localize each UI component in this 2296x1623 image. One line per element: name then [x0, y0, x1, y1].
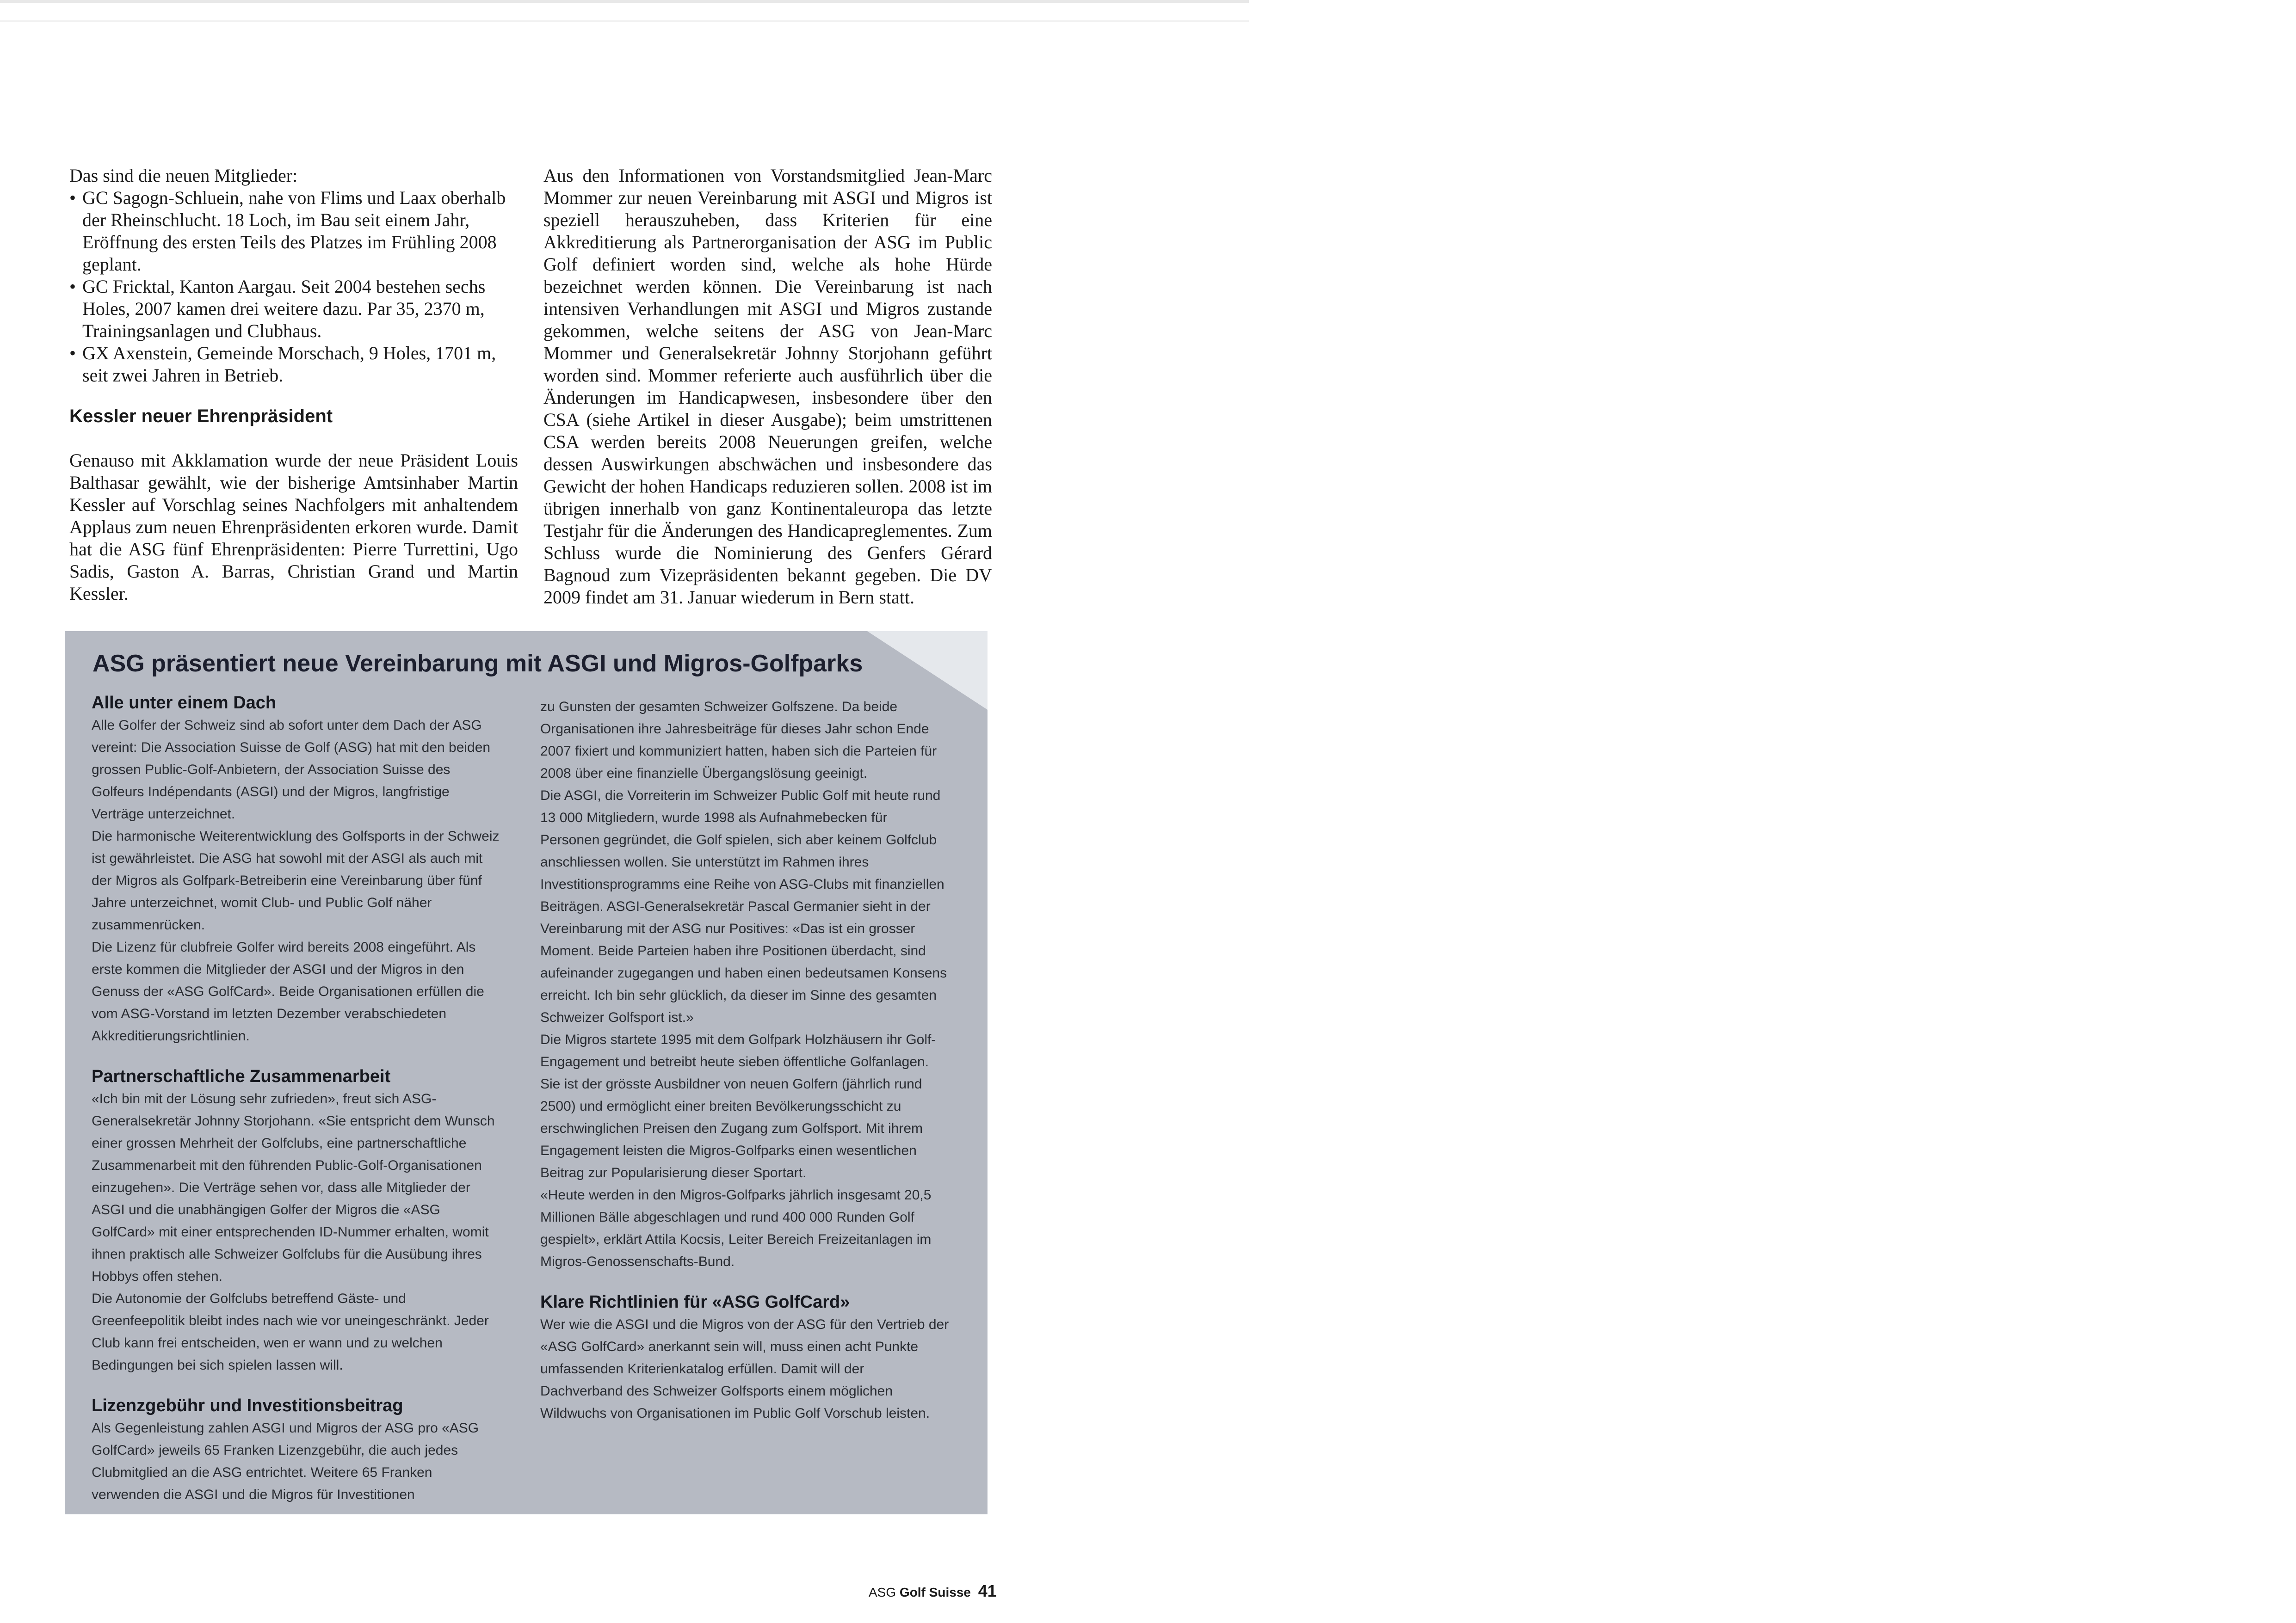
box-subheading: Lizenzgebühr und Investitionsbeitrag [92, 1396, 403, 1415]
list-item: • GX Axenstein, Gemeinde Morschach, 9 Holes, 1701 m, seit zwei Jahren in Betrieb. [69, 342, 518, 387]
members-heading: Das sind die neuen Mitglieder: [69, 165, 298, 186]
list-item: • GC Fricktal, Kanton Aargau. Seit 2004 bestehen sechs Holes, 2007 kamen drei weitere dazu. Par 35, 2370 m, Trainingsanlagen und Clubhaus. [69, 276, 518, 342]
right-column [543, 165, 992, 609]
info-box [65, 631, 988, 1514]
box-paragraph: Die Lizenz für clubfreie Golfer wird bereits 2008 eingeführt. Als erste kommen die Mitglieder der ASGI und der Migros in den Genuss der «ASG GolfCard». Beide Organisationen erfüllen die vom ASG-Vorstand im letzten Dezember verabschiedeten Akkreditierungsrichtlinien. [92, 940, 484, 1044]
box-paragraph: «Heute werden in den Migros-Golfparks jährlich insgesamt 20,5 Millionen Bälle abgeschlagen und rund 400 000 Runden Golf gespielt», erklärt Attila Kocsis, Leiter Bereich Freizeitanlagen im Migros-Genossenschafts-Bund. [540, 1187, 932, 1269]
box-title: ASG präsentiert neue Vereinbarung mit ASGI und Migros-Golfparks [93, 650, 863, 677]
page-footer [869, 1581, 997, 1601]
box-left-column [92, 691, 501, 1506]
footer-brand-name: Golf Suisse [899, 1585, 971, 1599]
list-item: • GC Sagogn-Schluein, nahe von Flims und Laax oberhalb der Rheinschlucht. 18 Loch, im Bau seit einem Jahr, Eröffnung des ersten Teils des Platzes im Frühling 2008 geplant. [69, 187, 518, 276]
body-paragraph: Aus den Informationen von Vorstandsmitglied Jean-Marc Mommer zur neuen Vereinbarung mit ASGI und Migros ist speziell herauszuheben, dass Kriterien für eine Akkreditierung als Partnerorganisation der ASG im Public Golf definiert worden sind, welche als hohe Hürde bezeichnet werden können. Die Vereinbarung ist nach intensiven Verhandlungen mit ASGI und Migros zustande gekommen, welche seitens der ASG von Jean-Marc Mommer und Generalsekretär Johnny Storjohann geführt worden sind. Mommer referierte auch ausführlich über die Änderungen im Handicapwesen, insbesondere über den CSA (siehe Artikel in dieser Ausgabe); beim umstrittenen CSA werden bereits 2008 Neuerungen greifen, welche dessen Auswirkungen abschwächen und insbesondere das Gewicht der hohen Handicaps reduzieren sollen. 2008 ist im übrigen innerhalb von ganz Kontinentaleuropa das letzte Testjahr für die Änderungen des Handicapreglementes. Zum Schluss wurde die Nominierung des Genfers Gérard Bagnoud zum Vizepräsidenten bekannt gegeben. Die DV 2009 findet am 31. Januar wiederum in Bern statt. [543, 165, 992, 608]
box-subheading: Alle unter einem Dach [92, 693, 277, 713]
left-column [69, 165, 518, 605]
box-paragraph: Die Migros startete 1995 mit dem Golfpark Holzhäusern ihr Golf-Engagement und betreibt heute sieben öffentliche Golfanlagen. Sie ist der grösste Ausbildner von neuen Golfern (jährlich rund 2500) und ermöglicht einer breiten Bevölkerungsschicht zu erschwinglichen Preisen den Zugang zum Golfsport. Mit ihrem Engagement leisten die Migros-Golfparks einen wesentlichen Beitrag zur Popularisierung dieser Sportart. [540, 1032, 936, 1180]
body-paragraph: Genauso mit Akklamation wurde der neue Präsident Louis Balthasar gewählt, wie der bisherige Amtsinhaber Martin Kessler auf Vorschlag seines Nachfolgers mit anhaltendem Applaus zum neuen Ehrenpräsidenten erkoren wurde. Damit hat die ASG fünf Ehrenpräsidenten: Pierre Turrettini, Ugo Sadis, Gaston A. Barras, Christian Grand und Martin Kessler. [69, 450, 518, 604]
box-paragraph: «Ich bin mit der Lösung sehr zufrieden», freut sich ASG-Generalsekretär Johnny Storjohann. «Sie entspricht dem Wunsch einer grossen Mehrheit der Golfclubs, eine partnerschaftliche Zusammenarbeit mit den führenden Public-Golf-Organisationen einzugehen». Die Verträge sehen vor, dass alle Mitglieder der ASGI und die unabhängigen Golfer der Migros die «ASG GolfCard» mit einer entsprechenden ID-Nummer erhalten, womit ihnen praktisch alle Schweizer Golfclubs für die Ausübung ihres Hobbys offen stehen. [92, 1091, 495, 1284]
footer-brand-prefix: ASG [869, 1585, 896, 1599]
box-subheading: Partnerschaftliche Zusammenarbeit [92, 1067, 391, 1086]
box-paragraph: Die ASGI, die Vorreiterin im Schweizer Public Golf mit heute rund 13 000 Mitgliedern, wurde 1998 als Aufnahmebecken für Personen gegründet, die Golf spielen, sich aber keinem Golfclub anschliessen wollen. Sie unterstützt im Rahmen ihres Investitionsprogramms eine Reihe von ASG-Clubs mit finanziellen Beiträgen. ASGI-Generalsekretär Pascal Germanier sieht in der Vereinbarung mit der ASG nur Positives: «Das ist ein grosser Moment. Beide Parteien haben ihre Positionen überdacht, sind aufeinander zugegangen und haben einen bedeutsamen Konsens erreicht. Ich bin sehr glücklich, da dieser im Sinne des gesamten Schweizer Golfsport ist.» [540, 788, 947, 1025]
top-rule [0, 0, 1249, 3]
members-list [69, 187, 518, 387]
box-paragraph: Als Gegenleistung zahlen ASGI und Migros der ASG pro «ASG GolfCard» jeweils 65 Franken Lizenzgebühr, die auch jedes Clubmitglied an die ASG entrichtet. Weitere 65 Franken verwenden die ASGI und die Migros für Investitionen [92, 1420, 479, 1502]
box-paragraph: zu Gunsten der gesamten Schweizer Golfszene. Da beide Organisationen ihre Jahresbeiträge für dieses Jahr schon Ende 2007 fixiert und kommuniziert hatten, haben sich die Parteien für 2008 über eine finanzielle Übergangslösung geeinigt. [540, 699, 937, 781]
top-rule-thin [0, 20, 1249, 22]
box-paragraph: Alle Golfer der Schweiz sind ab sofort unter dem Dach der ASG vereint: Die Association Suisse de Golf (ASG) hat mit den beiden grossen Public-Golf-Anbietern, der Association Suisse des Golfeurs Indépendants (ASGI) und der Migros, langfristige Verträge unterzeichnet. [92, 718, 491, 822]
box-subheading: Klare Richtlinien für «ASG GolfCard» [540, 1292, 850, 1312]
box-paragraph: Wer wie die ASGI und die Migros von der ASG für den Vertrieb der «ASG GolfCard» anerkannt sein will, muss einen acht Punkte umfassenden Kriterienkatalog erfüllen. Damit will der Dachverband des Schweizer Golfsports einem möglichen Wildwuchs von Organisationen im Public Golf Vorschub leisten. [540, 1317, 949, 1421]
box-paragraph: Die Autonomie der Golfclubs betreffend Gäste- und Greenfeepolitik bleibt indes nach wie vor uneingeschränkt. Jeder Club kann frei entscheiden, wen er wann und zu welchen Bedingungen bei sich spielen lassen will. [92, 1291, 489, 1373]
page-number: 41 [978, 1581, 997, 1600]
box-paragraph: Die harmonische Weiterentwicklung des Golfsports in der Schweiz ist gewährleistet. Die ASG hat sowohl mit der ASGI als auch mit der Migros als Golfpark-Betreiberin eine Vereinbarung über fünf Jahre unterzeichnet, womit Club- und Public Golf näher zusammenrücken. [92, 829, 500, 933]
section-subheading: Kessler neuer Ehrenpräsident [69, 406, 333, 426]
box-right-column [540, 696, 950, 1425]
